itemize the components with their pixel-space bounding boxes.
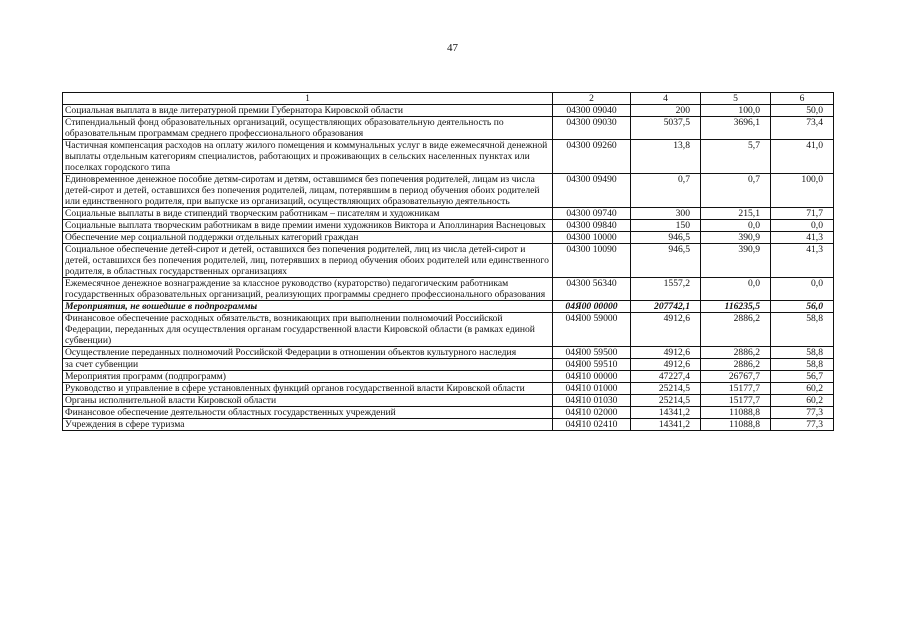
row-name-cell: Социальные выплата творческим работникам в виде премии имени художников Виктора и Аполлинария Васнецовых xyxy=(63,220,553,232)
row-value-col6: 0,0 xyxy=(771,220,834,232)
row-value-col4: 14341,2 xyxy=(631,407,701,419)
row-value-col6: 0,0 xyxy=(771,278,834,301)
row-value-col5: 215,1 xyxy=(701,208,771,220)
table-row xyxy=(63,244,834,278)
row-name-cell: Мероприятия, не вошедшие в подпрограммы xyxy=(63,301,553,313)
row-name-cell: Обеспечение мер социальной поддержки отдельных категорий граждан xyxy=(63,232,553,244)
row-value-col4: 207742,1 xyxy=(631,301,701,313)
table-row xyxy=(63,105,834,117)
row-value-col4: 0,7 xyxy=(631,174,701,208)
table-row xyxy=(63,371,834,383)
row-name-cell: Мероприятия программ (подпрограмм) xyxy=(63,371,553,383)
table-row xyxy=(63,117,834,140)
table-row xyxy=(63,301,834,313)
row-value-col6: 58,8 xyxy=(771,347,834,359)
row-value-col5: 390,9 xyxy=(701,244,771,278)
table-header-row xyxy=(63,93,834,105)
header-col-1: 1 xyxy=(63,93,553,105)
row-code-cell: 04Я10 02410 xyxy=(553,419,631,431)
table-row xyxy=(63,313,834,347)
row-value-col4: 200 xyxy=(631,105,701,117)
table-row xyxy=(63,174,834,208)
row-value-col6: 73,4 xyxy=(771,117,834,140)
row-code-cell: 04Я00 59500 xyxy=(553,347,631,359)
header-col-5: 5 xyxy=(701,93,771,105)
row-value-col6: 58,8 xyxy=(771,313,834,347)
row-value-col4: 946,5 xyxy=(631,244,701,278)
table-row xyxy=(63,140,834,174)
row-code-cell: 04300 10090 xyxy=(553,244,631,278)
row-name-cell: Учреждения в сфере туризма xyxy=(63,419,553,431)
row-value-col6: 60,2 xyxy=(771,383,834,395)
row-value-col5: 116235,5 xyxy=(701,301,771,313)
row-code-cell: 04300 09040 xyxy=(553,105,631,117)
row-value-col5: 2886,2 xyxy=(701,359,771,371)
row-code-cell: 04Я00 00000 xyxy=(553,301,631,313)
header-col-2: 2 xyxy=(553,93,631,105)
row-value-col5: 2886,2 xyxy=(701,347,771,359)
row-code-cell: 04300 09740 xyxy=(553,208,631,220)
row-value-col6: 56,7 xyxy=(771,371,834,383)
page-number: 47 xyxy=(447,42,458,54)
row-value-col6: 100,0 xyxy=(771,174,834,208)
row-value-col6: 41,3 xyxy=(771,244,834,278)
row-value-col4: 150 xyxy=(631,220,701,232)
row-value-col5: 15177,7 xyxy=(701,395,771,407)
row-value-col5: 15177,7 xyxy=(701,383,771,395)
table-row xyxy=(63,208,834,220)
row-value-col6: 56,0 xyxy=(771,301,834,313)
row-value-col4: 25214,5 xyxy=(631,395,701,407)
row-name-cell: Осуществление переданных полномочий Российской Федерации в отношении объектов культурного наследия xyxy=(63,347,553,359)
row-value-col4: 1557,2 xyxy=(631,278,701,301)
row-value-col5: 26767,7 xyxy=(701,371,771,383)
row-code-cell: 04300 56340 xyxy=(553,278,631,301)
row-value-col5: 0,0 xyxy=(701,278,771,301)
row-name-cell: Стипендиальный фонд образовательных организаций, осуществляющих образовательную деятельность по образовательным программам среднего профессионального образования xyxy=(63,117,553,140)
row-value-col4: 13,8 xyxy=(631,140,701,174)
table-row xyxy=(63,220,834,232)
row-code-cell: 04Я10 01000 xyxy=(553,383,631,395)
row-value-col4: 4912,6 xyxy=(631,313,701,347)
row-value-col5: 11088,8 xyxy=(701,407,771,419)
table-row xyxy=(63,232,834,244)
row-value-col4: 5037,5 xyxy=(631,117,701,140)
row-code-cell: 04300 09490 xyxy=(553,174,631,208)
row-value-col6: 41,0 xyxy=(771,140,834,174)
row-value-col4: 47227,4 xyxy=(631,371,701,383)
row-value-col5: 5,7 xyxy=(701,140,771,174)
row-code-cell: 04Я10 00000 xyxy=(553,371,631,383)
row-code-cell: 04300 09260 xyxy=(553,140,631,174)
row-code-cell: 04Я00 59000 xyxy=(553,313,631,347)
row-value-col6: 71,7 xyxy=(771,208,834,220)
row-value-col4: 14341,2 xyxy=(631,419,701,431)
row-value-col6: 77,3 xyxy=(771,419,834,431)
row-code-cell: 04300 10000 xyxy=(553,232,631,244)
table-row xyxy=(63,359,834,371)
row-name-cell: за счет субвенции xyxy=(63,359,553,371)
row-name-cell: Органы исполнительной власти Кировской области xyxy=(63,395,553,407)
header-col-4: 4 xyxy=(631,93,701,105)
row-value-col6: 60,2 xyxy=(771,395,834,407)
row-value-col6: 41,3 xyxy=(771,232,834,244)
row-value-col6: 58,8 xyxy=(771,359,834,371)
row-value-col6: 77,3 xyxy=(771,407,834,419)
row-value-col5: 100,0 xyxy=(701,105,771,117)
row-name-cell: Финансовое обеспечение деятельности областных государственных учреждений xyxy=(63,407,553,419)
row-code-cell: 04Я10 01030 xyxy=(553,395,631,407)
row-value-col4: 4912,6 xyxy=(631,359,701,371)
row-value-col4: 300 xyxy=(631,208,701,220)
table-row xyxy=(63,419,834,431)
row-name-cell: Социальные выплаты в виде стипендий творческим работникам – писателям и художникам xyxy=(63,208,553,220)
table-row xyxy=(63,383,834,395)
row-value-col5: 0,7 xyxy=(701,174,771,208)
row-value-col5: 0,0 xyxy=(701,220,771,232)
table-body xyxy=(63,105,834,431)
row-name-cell: Социальная выплата в виде литературной премии Губернатора Кировской области xyxy=(63,105,553,117)
table-row xyxy=(63,407,834,419)
row-code-cell: 04Я00 59510 xyxy=(553,359,631,371)
row-value-col5: 11088,8 xyxy=(701,419,771,431)
header-col-6: 6 xyxy=(771,93,834,105)
row-name-cell: Руководство и управление в сфере установленных функций органов государственной власти Кировской области xyxy=(63,383,553,395)
row-code-cell: 04300 09840 xyxy=(553,220,631,232)
row-value-col6: 50,0 xyxy=(771,105,834,117)
row-name-cell: Ежемесячное денежное вознаграждение за классное руководство (кураторство) педагогическим работникам государственных образовательных организаций, реализующих программы среднего профессионального образования xyxy=(63,278,553,301)
table-row xyxy=(63,395,834,407)
row-value-col4: 4912,6 xyxy=(631,347,701,359)
row-name-cell: Единовременное денежное пособие детям-сиротам и детям, оставшимся без попечения родителей, лицам из числа детей-сирот и детей, оставшихся без попечения родителей, лицам, потерявшим в период обучения обоих родителей или единственного родителя, при выпуске из организаций, осуществляющих образовательную деятельность xyxy=(63,174,553,208)
row-value-col5: 390,9 xyxy=(701,232,771,244)
budget-table xyxy=(62,92,834,431)
row-code-cell: 04Я10 02000 xyxy=(553,407,631,419)
row-value-col4: 25214,5 xyxy=(631,383,701,395)
table-row xyxy=(63,278,834,301)
table-row xyxy=(63,347,834,359)
row-code-cell: 04300 09030 xyxy=(553,117,631,140)
row-value-col4: 946,5 xyxy=(631,232,701,244)
row-name-cell: Частичная компенсация расходов на оплату жилого помещения и коммунальных услуг в виде ежемесячной денежной выплаты отдельным категориям специалистов, работающих и проживающих в сельских населенных пунктах или поселках городского типа xyxy=(63,140,553,174)
row-value-col5: 2886,2 xyxy=(701,313,771,347)
row-name-cell: Финансовое обеспечение расходных обязательств, возникающих при выполнении полномочий Российской Федерации, переданных для осуществления органам государственной власти Кировской области (в рамках единой субвенции) xyxy=(63,313,553,347)
row-name-cell: Социальное обеспечение детей-сирот и детей, оставшихся без попечения родителей, лиц из числа детей-сирот и детей, оставшихся без попечения родителей, лиц, потерявших в период обучения обоих родителей или единственного родителя, в областных государственных организациях xyxy=(63,244,553,278)
row-value-col5: 3696,1 xyxy=(701,117,771,140)
